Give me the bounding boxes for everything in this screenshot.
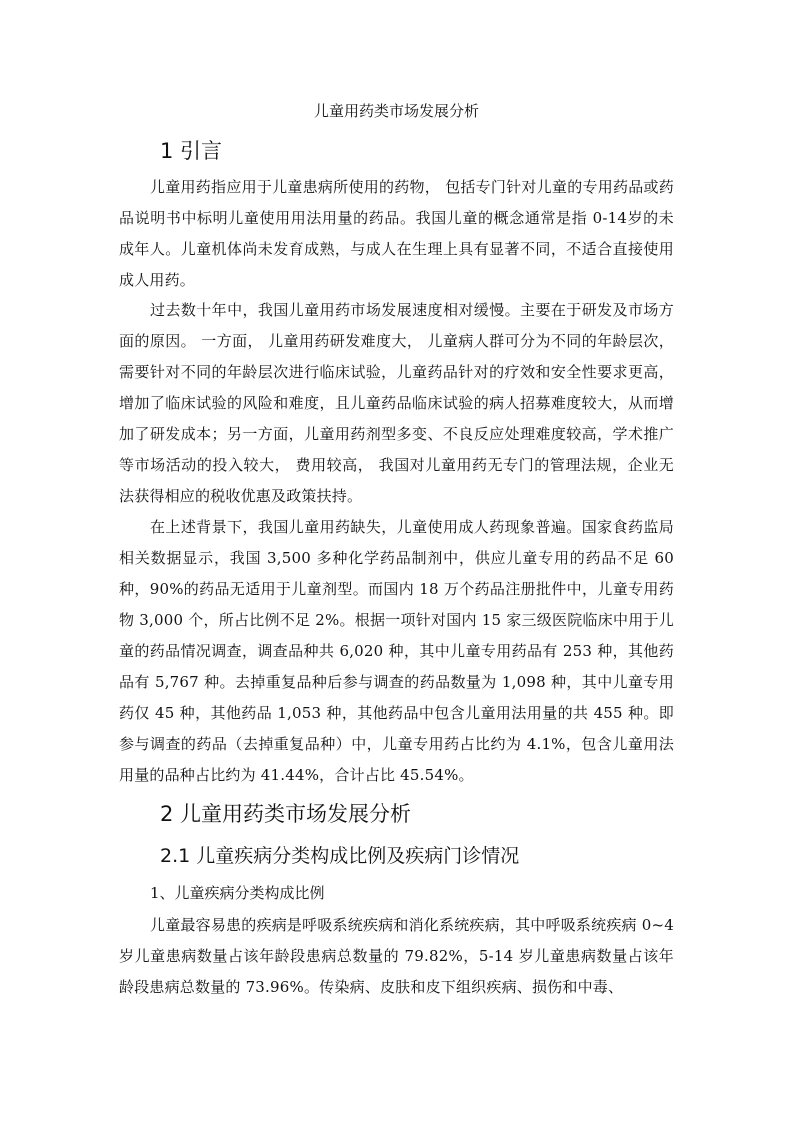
section-2-paragraph-1: 儿童最容易患的疾病是呼吸系统疾病和消化系统疾病，其中呼吸系统疾病 0~4 岁儿童患病数量占该年龄段患病总数量的 79.82%，5-14 岁儿童患病数量占该年龄段患病总数量的 73.96%。传染病、皮肤和皮下组织疾病、损伤和中毒、 [119,916,674,996]
section-1-heading: 1 引言 [160,139,223,163]
section-2-heading: 2 儿童用药类市场发展分析 [160,802,412,826]
section-1-paragraph-3: 在上述背景下，我国儿童用药缺失，儿童使用成人药现象普遍。国家食药监局相关数据显示，我国 3,500 多种化学药品制剂中，供应儿童专用的药品不足 60 种，90%的药品无适用于儿童剂型。而国内 18 万个药品注册批件中，儿童专用药物 3,000 个，所占比例不足 2%。根据一项针对国内 15 家三级医院临床中用于儿童的药品情况调查，调查品种共 6,020 种，其中儿童专用药品有 253 种，其他药品有 5,767 种。去掉重复品种后参与调查的药品数量为 1,098 种，其中儿童专用药仅 45 种，其他药品 1,053 种，其他药品中包含儿童用法用量的共 455 种。即参与调查的药品（去掉重复品种）中，儿童专用药占比约为 4.1%，包含儿童用法用量的品种占比约为 41.44%，合计占比 45.54%。 [119,518,674,784]
document-title: 儿童用药类市场发展分析 [313,102,479,120]
subsection-label: 1、儿童疾病分类构成比例 [150,884,325,902]
section-1-paragraph-1: 儿童用药指应用于儿童患病所使用的药物， 包括专门针对儿童的专用药品或药品说明书中标明儿童使用用法用量的药品。我国儿童的概念通常是指 0-14岁的未成年人。儿童机体尚未发育成熟，与成人在生理上具有显著不同，不适合直接使用成人用药。 [119,178,674,289]
subsection-2-1-heading: 2.1 儿童疾病分类构成比例及疾病门诊情况 [160,845,520,867]
section-1-paragraph-2: 过去数十年中，我国儿童用药市场发展速度相对缓慢。主要在于研发及市场方面的原因。 一方面， 儿童用药研发难度大， 儿童病人群可分为不同的年龄层次，需要针对不同的年龄层次进行临床试验，儿童药品针对的疗效和安全性要求更高，增加了临床试验的风险和难度，且儿童药品临床试验的病人招募难度较大，从而增加了研发成本；另一方面，儿童用药剂型多变、不良反应处理难度较高，学术推广等市场活动的投入较大， 费用较高， 我国对儿童用药无专门的管理法规，企业无法获得相应的税收优惠及政策扶持。 [119,301,674,505]
